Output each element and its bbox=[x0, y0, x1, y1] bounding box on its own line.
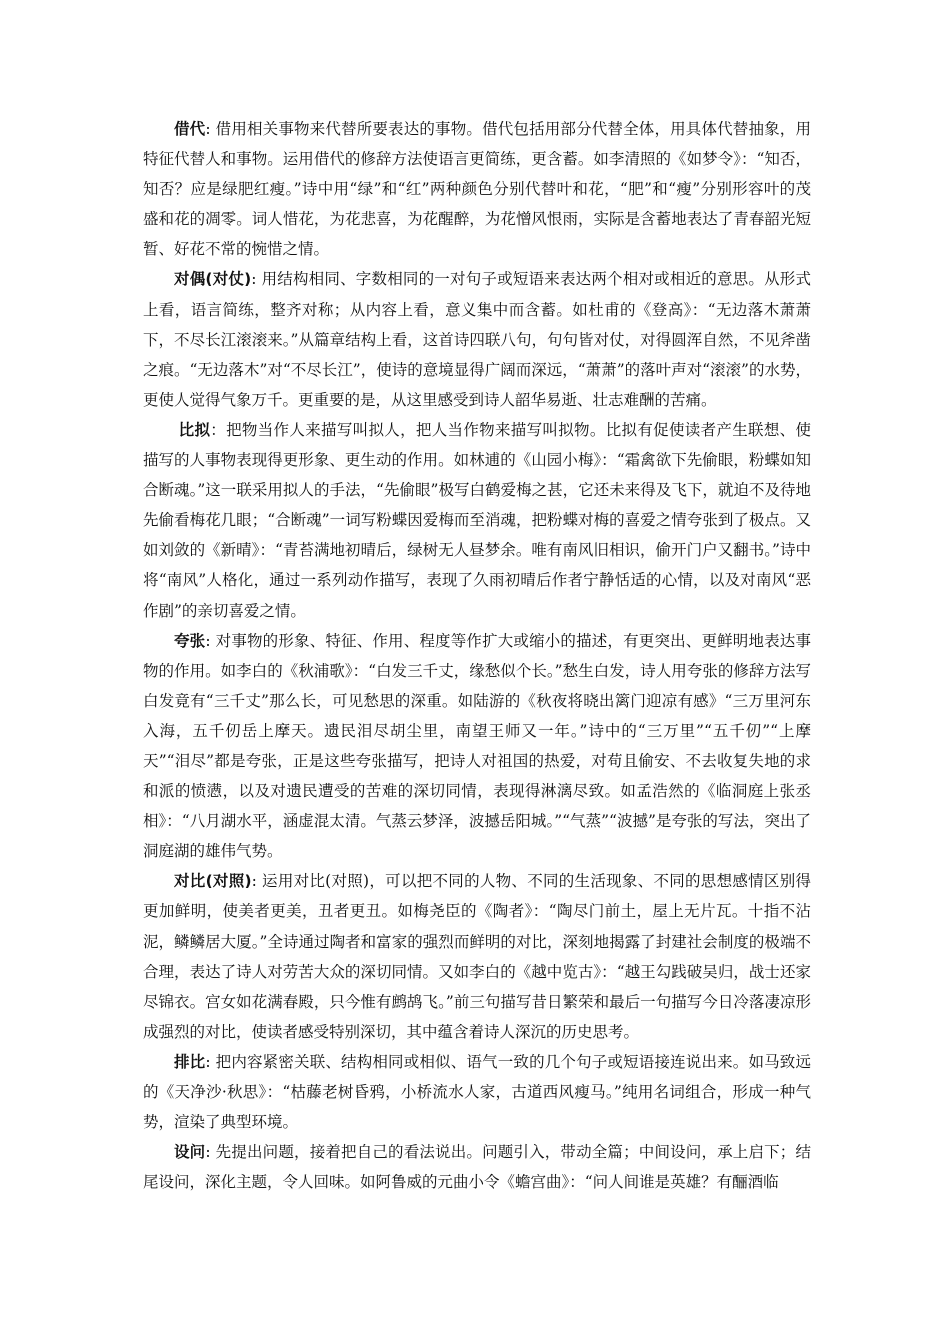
section-separator: : bbox=[205, 1052, 216, 1071]
section-separator: : bbox=[251, 270, 262, 289]
section-paibi bbox=[143, 1047, 811, 1137]
section-separator: : bbox=[205, 120, 216, 138]
section-term: 设问 bbox=[174, 1143, 206, 1162]
section-term: 借代 bbox=[174, 120, 206, 138]
section-duibi bbox=[143, 866, 811, 1047]
section-jiedai bbox=[143, 114, 811, 264]
section-term: 对偶(对仗) bbox=[174, 270, 252, 289]
section-body: 把物当作人来描写叫拟人，把人当作物来描写叫拟物。比拟有促使读者产生联想、使描写的人事物表现得更形象、更生动的作用。如林逋的《山园小梅》：“霜禽欲下先偷眼，粉蝶如知合断魂。”这一联采用拟人的手法，“先偷眼”极写白鹤爱梅之甚，它还未来得及飞下，就迫不及待地先偷看梅花几眼；“合断魂”一词写粉蝶因爱梅而至消魂，把粉蝶对梅的喜爱之情夸张到了极点。又如刘敛的《新晴》：“青苔满地初晴后，绿树无人昼梦余。唯有南风旧相识，偷开门户又翻书。”诗中将“南风”人格化，通过一系列动作描写，表现了久雨初晴后作者宁静恬适的心情，以及对南风“恶作剧”的亲切喜爱之情。 bbox=[143, 420, 811, 620]
document-page bbox=[143, 114, 811, 1197]
section-body: 先提出问题，接着把自己的看法说出。问题引入，带动全篇；中间设问，承上启下；结尾设问，深化主题，令人回味。如阿鲁威的元曲小令《蟾宫曲》：“问人间谁是英雄？有酾酒临 bbox=[143, 1143, 811, 1192]
section-term: 对比(对照) bbox=[174, 872, 252, 891]
section-body: 借用相关事物来代替所要表达的事物。借代包括用部分代替全体，用具体代替抽象，用特征代替人和事物。运用借代的修辞方法使语言更简练，更含蓄。如李清照的《如梦令》：“知否，知否？应是绿肥红瘦。”诗中用“绿”和“红”两种颜色分别代替叶和花，“肥”和“瘦”分别形容叶的茂盛和花的凋零。词人惜花，为花悲喜，为花醒醉，为花憎风恨雨，实际是含蓄地表达了青春韶光短暂、好花不常的惋惜之情。 bbox=[143, 120, 811, 259]
section-separator: : bbox=[205, 1143, 216, 1162]
section-separator: : bbox=[205, 631, 216, 650]
section-body: 运用对比(对照)，可以把不同的人物、不同的生活现象、不同的思想感情区别得更加鲜明，使美者更美，丑者更丑。如梅尧臣的《陶者》：“陶尽门前土，屋上无片瓦。十指不沾泥，鳞鳞居大厦。”全诗通过陶者和富家的强烈而鲜明的对比，深刻地揭露了封建社会制度的极端不合理，表达了诗人对劳苦大众的深切同情。又如李白的《越中览古》：“越王勾践破吴归，战士还家尽锦衣。宫女如花满春殿，只今惟有鹧鸪飞。”前三句描写昔日繁荣和最后一句描写今日冷落凄凉形成强烈的对比，使读者感受特别深切，其中蕴含着诗人深沉的历史思考。 bbox=[143, 872, 811, 1041]
section-body: 对事物的形象、特征、作用、程度等作扩大或缩小的描述，有更突出、更鲜明地表达事物的作用。如李白的《秋浦歌》：“白发三千丈，缘愁似个长。”愁生白发，诗人用夸张的修辞方法写白发竟有“三千丈”那么长，可见愁思的深重。如陆游的《秋夜将晓出篱门迎凉有感》“三万里河东入海，五千仞岳上摩天。遗民泪尽胡尘里，南望王师又一年。”诗中的“三万里”“五千仞”“上摩天”“泪尽”都是夸张，正是这些夸张描写，把诗人对祖国的热爱，对苟且偷安、不去收复失地的求和派的愤懑，以及对遗民遭受的苦难的深切同情，表现得淋漓尽致。如孟浩然的《临洞庭上张丞相》：“八月湖水平，涵虚混太清。气蒸云梦泽，波撼岳阳城。”“气蒸”“波撼”是夸张的写法，突出了洞庭湖的雄伟气势。 bbox=[143, 631, 811, 861]
section-separator: ： bbox=[210, 420, 227, 439]
section-kuazhang bbox=[143, 626, 811, 867]
section-separator: : bbox=[251, 872, 263, 891]
section-body: 用结构相同、字数相同的一对句子或短语来表达两个相对或相近的意思。从形式上看，语言简练，整齐对称；从内容上看，意义集中而含蓄。如杜甫的《登高》：“无边落木萧萧下，不尽长江滚滚来。”从篇章结构上看，这首诗四联八句，句句皆对仗，对得圆浑自然，不见斧凿之痕。“无边落木”对“不尽长江”，使诗的意境显得广阔而深远，“萧萧”的落叶声对“滚滚”的水势，更使人觉得气象万千。更重要的是，从这里感受到诗人韶华易逝、壮志难酬的苦痛。 bbox=[143, 270, 811, 409]
section-bini bbox=[143, 415, 811, 626]
section-term: 夸张 bbox=[174, 631, 206, 650]
section-term: 排比 bbox=[174, 1052, 206, 1071]
section-shewen bbox=[143, 1137, 811, 1197]
section-term: 比拟 bbox=[178, 420, 211, 439]
section-body: 把内容紧密关联、结构相同或相似、语气一致的几个句子或短语接连说出来。如马致远的《天净沙·秋思》：“枯藤老树昏鸦，小桥流水人家，古道西风瘦马。”纯用名词组合，形成一种气势，渲染了典型环境。 bbox=[143, 1052, 811, 1132]
section-duiou bbox=[143, 264, 811, 414]
